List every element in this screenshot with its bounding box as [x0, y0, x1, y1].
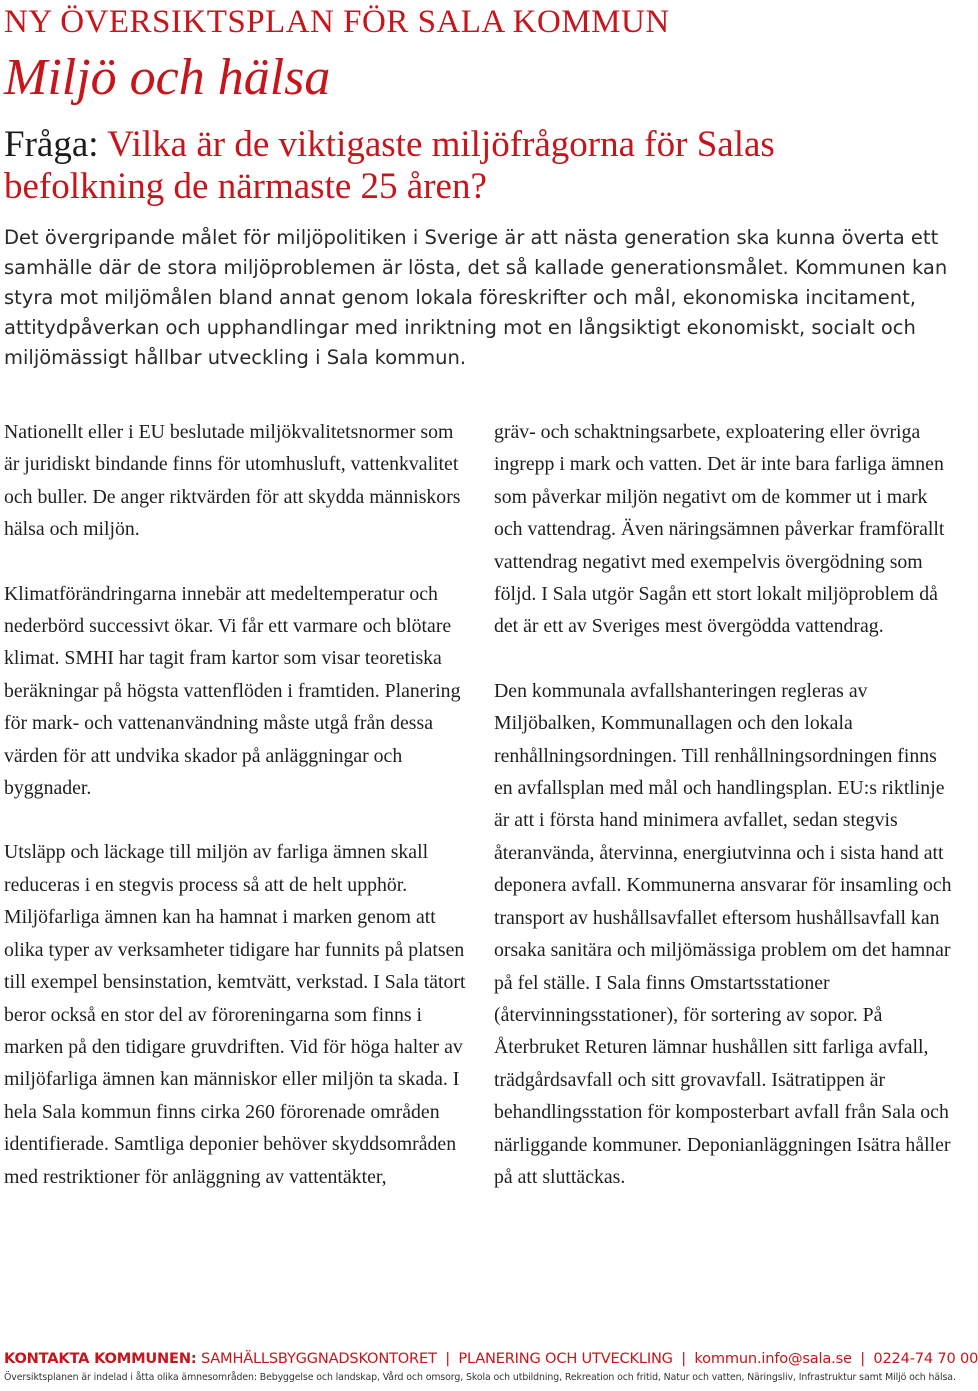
question-label: Fråga: [4, 124, 108, 165]
footer-contact [4, 1350, 978, 1367]
left-paragraph-2: Klimatförändringarna innebär att medeltemperatur och nederbörd successivt ökar. Vi får ett varmare och blötare klimat. SMHI har tagit fram kartor som visar teoretiska beräkningar på högsta vattenflöden i framtiden. Planering för mark- och vattenanvändning måste utgå från dessa värden för att undvika skador på anläggningar och byggnader. [4, 582, 461, 800]
footer-tagline: Översiktsplanen är indelad i åtta olika ämnesområden: Bebyggelse och landskap, Vård och omsorg, Skola och utbildning, Rekreation och fritid, Natur och vatten, Näringsliv, Infrastruktur samt Miljö och hälsa. [4, 1372, 956, 1383]
separator-1: | [445, 1350, 450, 1367]
separator-3: | [860, 1350, 865, 1367]
right-column [494, 416, 956, 1193]
office-name: SAMHÄLLSBYGGNADSKONTORET [200, 1350, 437, 1367]
page-title: Miljö och hälsa [4, 49, 331, 106]
left-paragraph-3: Utsläpp och läckage till miljön av farliga ämnen skall reduceras i en stegvis process så att de helt upphör. Miljöfarliga ämnen kan ha hamnat i marken genom att olika typer av verksamheter tidigare har funnits på platsen till exempel bensinstation, kemtvätt, verkstad. I Sala tätort beror också en stor del av föroreningarna som finns i marken på den tidigare gruvdriften. Vid för höga halter av miljöfarliga ämnen kan människor eller miljön ta skada. I hela Sala kommun finns cirka 260 förorenade områden identifierade. Samtliga deponier behöver skyddsområden med restriktioner för anläggning av vattentäkter, [4, 841, 466, 1188]
question-heading [4, 124, 904, 208]
kicker-heading: NY ÖVERSIKTSPLAN FÖR SALA KOMMUN [4, 4, 670, 40]
separator-2: | [681, 1350, 686, 1367]
left-column [4, 416, 466, 1193]
contact-phone: 0224-74 70 00 [873, 1350, 978, 1367]
intro-paragraph: Det övergripande målet för miljöpolitiken i Sverige är att nästa generation ska kunna överta ett samhälle där de stora miljöproblemen är lösta, det så kallade generationsmålet. Kommunen kan styra mot miljömålen bland annat genom lokala föreskrifter och mål, ekonomiska incitament, attitydpåverkan och upphandlingar med inriktning mot en långsiktigt ekonomiskt, socialt och miljömässigt hållbar utveckling i Sala kommun. [4, 226, 948, 369]
contact-label: KONTAKTA KOMMUNEN: [4, 1350, 197, 1367]
left-paragraph-1: Nationellt eller i EU beslutade miljökvalitetsnormer som är juridiskt bindande finns för utomhusluft, vattenkvalitet och buller. De anger riktvärden för att skydda människors hälsa och miljön. [4, 421, 461, 541]
contact-email[interactable]: kommun.info@sala.se [694, 1350, 852, 1367]
right-paragraph-2: Den kommunala avfallshanteringen regleras av Miljöbalken, Kommunallagen och den lokala renhållningsordningen. Till renhållningsordningen finns en avfallsplan med mål och handlingsplan. EU:s riktlinje är att i första hand minimera avfallet, sedan stegvis återanvända, återvinna, energiutvinna och i sista hand att deponera avfall. Kommunerna ansvarar för insamling och transport av hushållsavfallet eftersom hushållsavfall kan orsaka sanitära och miljömässiga problem om det hamnar på fel ställe. I Sala finns Omstartsstationer (återvinningsstationer), för sortering av sopor. På Återbruket Returen lämnar hushållen sitt farliga avfall, trädgårdsavfall och sitt grovavfall. Isätratippen är behandlingsstation för komposterbart avfall från Sala och närliggande kommuner. Deponianläggningen Isätra håller på att sluttäckas. [494, 679, 952, 1188]
department-name: PLANERING OCH UTVECKLING [458, 1350, 673, 1367]
question-text: Vilka är de viktigaste miljöfrågorna för Salas befolkning de närmaste 25 åren? [4, 124, 775, 207]
right-paragraph-1: gräv- och schaktningsarbete, exploatering eller övriga ingrepp i mark och vatten. Det är inte bara farliga ämnen som påverkar miljön negativt om de kommer ut i mark och vattendrag. Även näringsämnen påverkar framförallt vattendrag negativt med exempelvis övergödning som följd. I Sala utgör Sagån ett stort lokalt miljöproblem då det är ett av Sveriges mest övergödda vattendrag. [494, 421, 945, 638]
